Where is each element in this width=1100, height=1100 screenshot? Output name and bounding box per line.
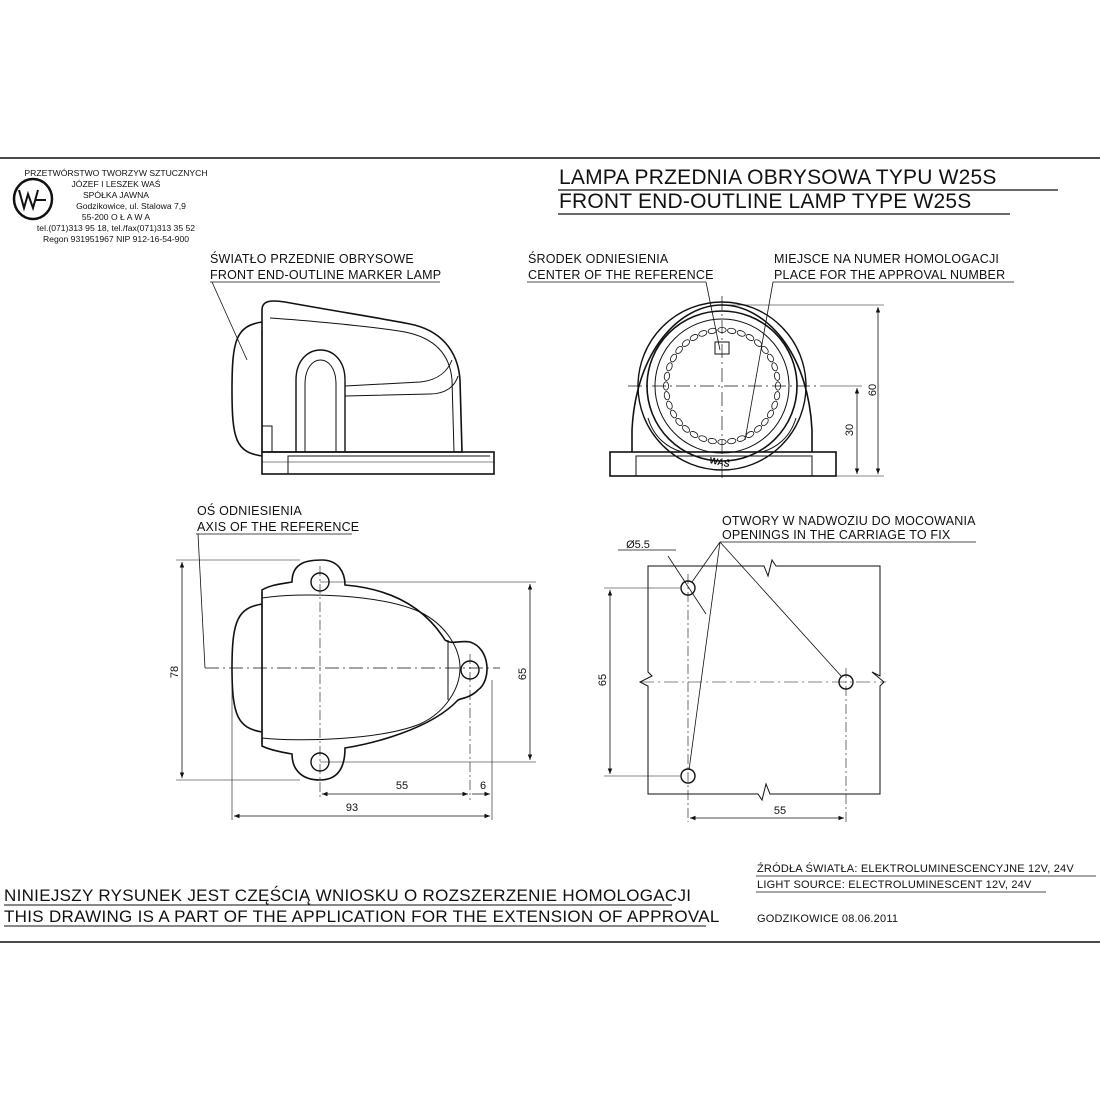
title-en: FRONT END-OUTLINE LAMP TYPE W25S bbox=[559, 190, 972, 213]
led-segment bbox=[664, 391, 671, 400]
led-segment bbox=[774, 391, 781, 400]
front-lamp-label-en: FRONT END-OUTLINE MARKER LAMP bbox=[210, 268, 442, 282]
company-line: 55-200 O Ł A W A bbox=[81, 212, 151, 222]
led-segment bbox=[771, 400, 779, 410]
center-label-pl: ŚRODEK ODNIESIENIA bbox=[528, 252, 669, 266]
lamp-brand-text: WAŚ bbox=[708, 455, 731, 470]
led-segment bbox=[698, 435, 708, 443]
led-segment bbox=[674, 417, 683, 427]
company-line: Regon 931951967 NIP 912-16-54-900 bbox=[42, 234, 190, 244]
light-source-en: LIGHT SOURCE: ELECTROLUMINESCENT 12V, 24V bbox=[757, 879, 1032, 891]
approval-label-pl: MIEJSCE NA NUMER HOMOLOGACJI bbox=[774, 252, 1000, 266]
front-view bbox=[527, 282, 1014, 482]
axis-label-pl: OŚ ODNIESIENIA bbox=[197, 504, 302, 518]
dim-holes-55: 55 bbox=[773, 805, 787, 817]
led-segment bbox=[666, 400, 674, 410]
led-segment bbox=[681, 424, 691, 433]
led-segment bbox=[736, 330, 746, 338]
dim-holes-65: 65 bbox=[597, 673, 609, 687]
dim-55: 55 bbox=[395, 780, 409, 792]
dim-65: 65 bbox=[517, 667, 529, 681]
led-segment bbox=[760, 417, 769, 427]
top-view bbox=[176, 534, 536, 820]
led-segment bbox=[766, 353, 775, 363]
led-segment bbox=[689, 333, 699, 342]
company-line: PRZETWÓRSTWO TWORZYW SZTUCZNYCH bbox=[24, 168, 208, 178]
led-segment bbox=[745, 333, 755, 342]
light-source-pl: ŹRÓDŁA ŚWIATŁA: ELEKTROLUMINESCENCYJNE 12V, 24V bbox=[757, 863, 1074, 875]
front-lamp-label-pl: ŚWIATŁO PRZEDNIE OBRYSOWE bbox=[210, 252, 414, 266]
title-pl: LAMPA PRZEDNIA OBRYSOWA TYPU W25S bbox=[559, 166, 997, 189]
led-segment bbox=[736, 435, 746, 443]
led-segment bbox=[708, 438, 717, 445]
company-line: JÓZEF I LESZEK WAŚ bbox=[71, 179, 161, 189]
mounting-holes-view bbox=[604, 542, 976, 822]
company-line: tel.(071)313 95 18, tel./fax(071)313 35 52 bbox=[36, 223, 196, 233]
dim-hole-diameter: Ø5.5 bbox=[626, 539, 650, 551]
company-line: Godzikowice, ul. Stalowa 7,9 bbox=[76, 201, 186, 211]
led-segment bbox=[753, 424, 763, 433]
led-segment bbox=[664, 372, 671, 381]
company-line: SPÓŁKA JAWNA bbox=[82, 190, 150, 200]
led-segment bbox=[708, 328, 717, 335]
led-segment bbox=[771, 362, 779, 372]
footer-note-en: THIS DRAWING IS A PART OF THE APPLICATION FOR THE EXTENSION OF APPROVAL bbox=[4, 907, 720, 926]
dim-60: 60 bbox=[867, 383, 879, 397]
dim-78: 78 bbox=[169, 665, 181, 679]
footer-note-pl: NINIEJSZY RYSUNEK JEST CZĘŚCIĄ WNIOSKU O ROZSZERZENIE HOMOLOGACJI bbox=[4, 886, 692, 905]
led-segment bbox=[666, 362, 674, 372]
led-segment bbox=[669, 353, 678, 363]
led-segment bbox=[698, 330, 708, 338]
approval-label-en: PLACE FOR THE APPROVAL NUMBER bbox=[774, 268, 1006, 282]
side-view bbox=[210, 282, 494, 474]
led-segment bbox=[774, 372, 781, 381]
dim-30: 30 bbox=[844, 423, 856, 437]
dim-6: 6 bbox=[479, 780, 487, 792]
openings-label-pl: OTWORY W NADWOZIU DO MOCOWANIA bbox=[722, 514, 976, 528]
led-segment bbox=[727, 328, 736, 335]
dim-93: 93 bbox=[345, 802, 359, 814]
center-label-en: CENTER OF THE REFERENCE bbox=[528, 268, 714, 282]
led-segment bbox=[727, 438, 736, 445]
led-segment bbox=[689, 430, 699, 439]
axis-label-en: AXIS OF THE REFERENCE bbox=[197, 520, 360, 534]
led-segment bbox=[766, 409, 775, 419]
openings-label-en: OPENINGS IN THE CARRIAGE TO FIX bbox=[722, 528, 951, 542]
led-segment bbox=[669, 409, 678, 419]
company-header bbox=[2, 168, 230, 245]
place-date: GODZIKOWICE 08.06.2011 bbox=[757, 913, 899, 925]
led-segment bbox=[681, 338, 691, 347]
led-segment bbox=[674, 345, 683, 355]
